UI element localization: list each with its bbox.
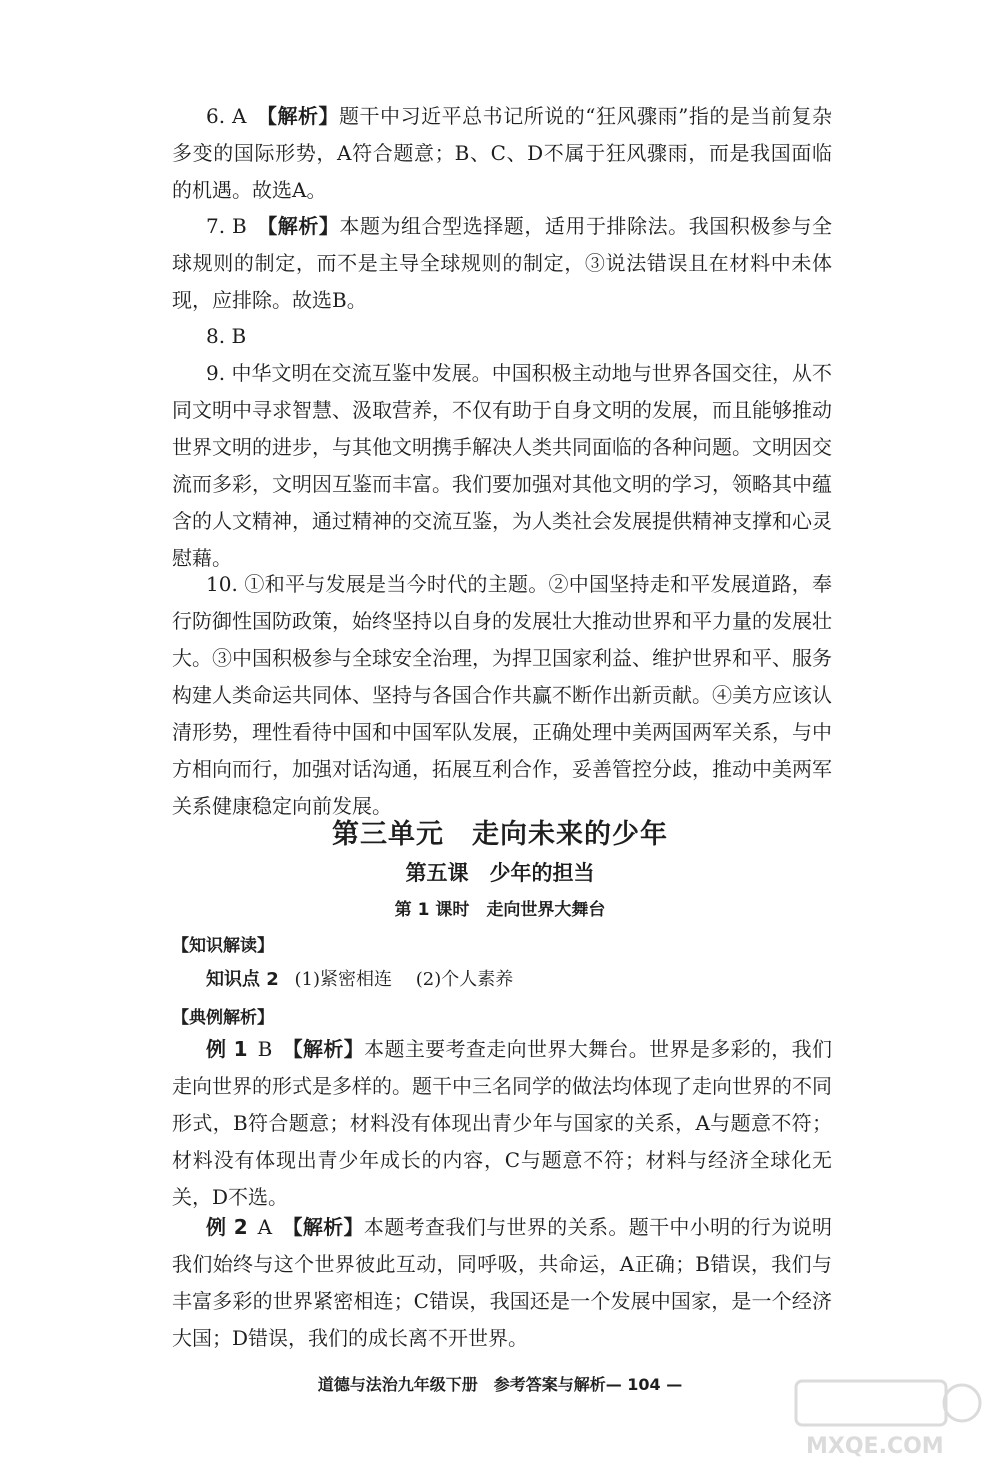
unit-title: 第三单元 走向未来的少年 bbox=[332, 819, 668, 850]
answer-6 bbox=[172, 98, 832, 209]
example-2-analysis-tag: 【解析】 bbox=[282, 1215, 364, 1239]
section-examples-heading: 【典例解析】 bbox=[172, 1008, 274, 1028]
watermark-logo-icon bbox=[786, 1375, 986, 1461]
page-footer: 道德与法治九年级下册 参考答案与解析— 104 — bbox=[317, 1375, 683, 1394]
knowledge-point-label: 知识点 2 bbox=[206, 969, 279, 990]
example-1-label: 例 1 bbox=[206, 1037, 248, 1061]
answer-6-analysis-tag: 【解析】 bbox=[256, 104, 340, 128]
answer-8 bbox=[172, 318, 832, 355]
answer-7 bbox=[172, 208, 832, 319]
example-1-analysis-tag: 【解析】 bbox=[282, 1037, 365, 1061]
example-2-answer: A bbox=[257, 1215, 273, 1239]
answer-10 bbox=[172, 566, 832, 825]
example-1-answer: B bbox=[257, 1037, 273, 1061]
watermark-text: MXQE.COM bbox=[806, 1434, 944, 1459]
example-2 bbox=[172, 1209, 832, 1357]
knowledge-point bbox=[206, 965, 531, 991]
period-title: 第 1 课时 走向世界大舞台 bbox=[394, 900, 606, 920]
section-knowledge-heading: 【知识解读】 bbox=[172, 936, 274, 956]
answer-8-number: 8. B bbox=[206, 324, 247, 348]
example-2-label: 例 2 bbox=[206, 1215, 248, 1239]
example-2-text: 本题考查我们与世界的关系。题干中小明的行为说明我们始终与这个世界彼此互动，同呼吸，共命运，A正确；B错误，我们与丰富多彩的世界紧密相连；C错误，我国还是一个发展中国家，是一个经济大国；D错误，我们的成长离不开世界。 bbox=[172, 1215, 833, 1350]
answer-7-number: 7. B bbox=[206, 214, 247, 238]
knowledge-point-item: (1)紧密相连 bbox=[294, 969, 393, 990]
answer-9 bbox=[172, 355, 832, 577]
lesson-title: 第五课 少年的担当 bbox=[405, 861, 595, 885]
answer-7-text: 本题为组合型选择题，适用于排除法。我国积极参与全球规则的制定，而不是主导全球规则的制定，③说法错误且在材料中未体现，应排除。故选B。 bbox=[172, 214, 832, 312]
answer-10-text: 10. ①和平与发展是当今时代的主题。②中国坚持走和平发展道路，奉行防御性国防政策，始终坚持以自身的发展壮大推动世界和平力量的发展壮大。③中国积极参与全球安全治理，为捍卫国家利益、维护世界和平、服务构建人类命运共同体、坚持与各国合作共赢不断作出新贡献。④美方应该认清形势，理性看待中国和中国军队发展，正确处理中美两国两军关系，与中方相向而行，加强对话沟通，拓展互利合作，妥善管控分歧，推动中美两军关系健康稳定向前发展。 bbox=[172, 572, 832, 818]
knowledge-point-item: (2)个人素养 bbox=[415, 969, 514, 990]
answer-7-analysis-tag: 【解析】 bbox=[256, 214, 340, 238]
answer-9-text: 9. 中华文明在交流互鉴中发展。中国积极主动地与世界各国交往，从不同文明中寻求智慧、汲取营养，不仅有助于自身文明的发展，而且能够推动世界文明的进步，与其他文明携手解决人类共同面临的各种问题。文明因交流而多彩，文明因互鉴而丰富。我们要加强对其他文明的学习，领略其中蕴含的人文精神，通过精神的交流互鉴，为人类社会发展提供精神支撑和心灵慰藉。 bbox=[172, 361, 832, 570]
answer-6-number: 6. A bbox=[206, 104, 247, 128]
answer-6-text: 题干中习近平总书记所说的“狂风骤雨”指的是当前复杂多变的国际形势，A符合题意；B、C、D不属于狂风骤雨，而是我国面临的机遇。故选A。 bbox=[172, 104, 832, 202]
example-1-text: 本题主要考查走向世界大舞台。世界是多彩的，我们走向世界的形式是多样的。题干中三名同学的做法均体现了走向世界的不同形式，B符合题意；材料没有体现出青少年与国家的关系，A与题意不符；材料没有体现出青少年成长的内容，C与题意不符；材料与经济全球化无关，D不选。 bbox=[172, 1037, 833, 1209]
example-1 bbox=[172, 1031, 832, 1216]
